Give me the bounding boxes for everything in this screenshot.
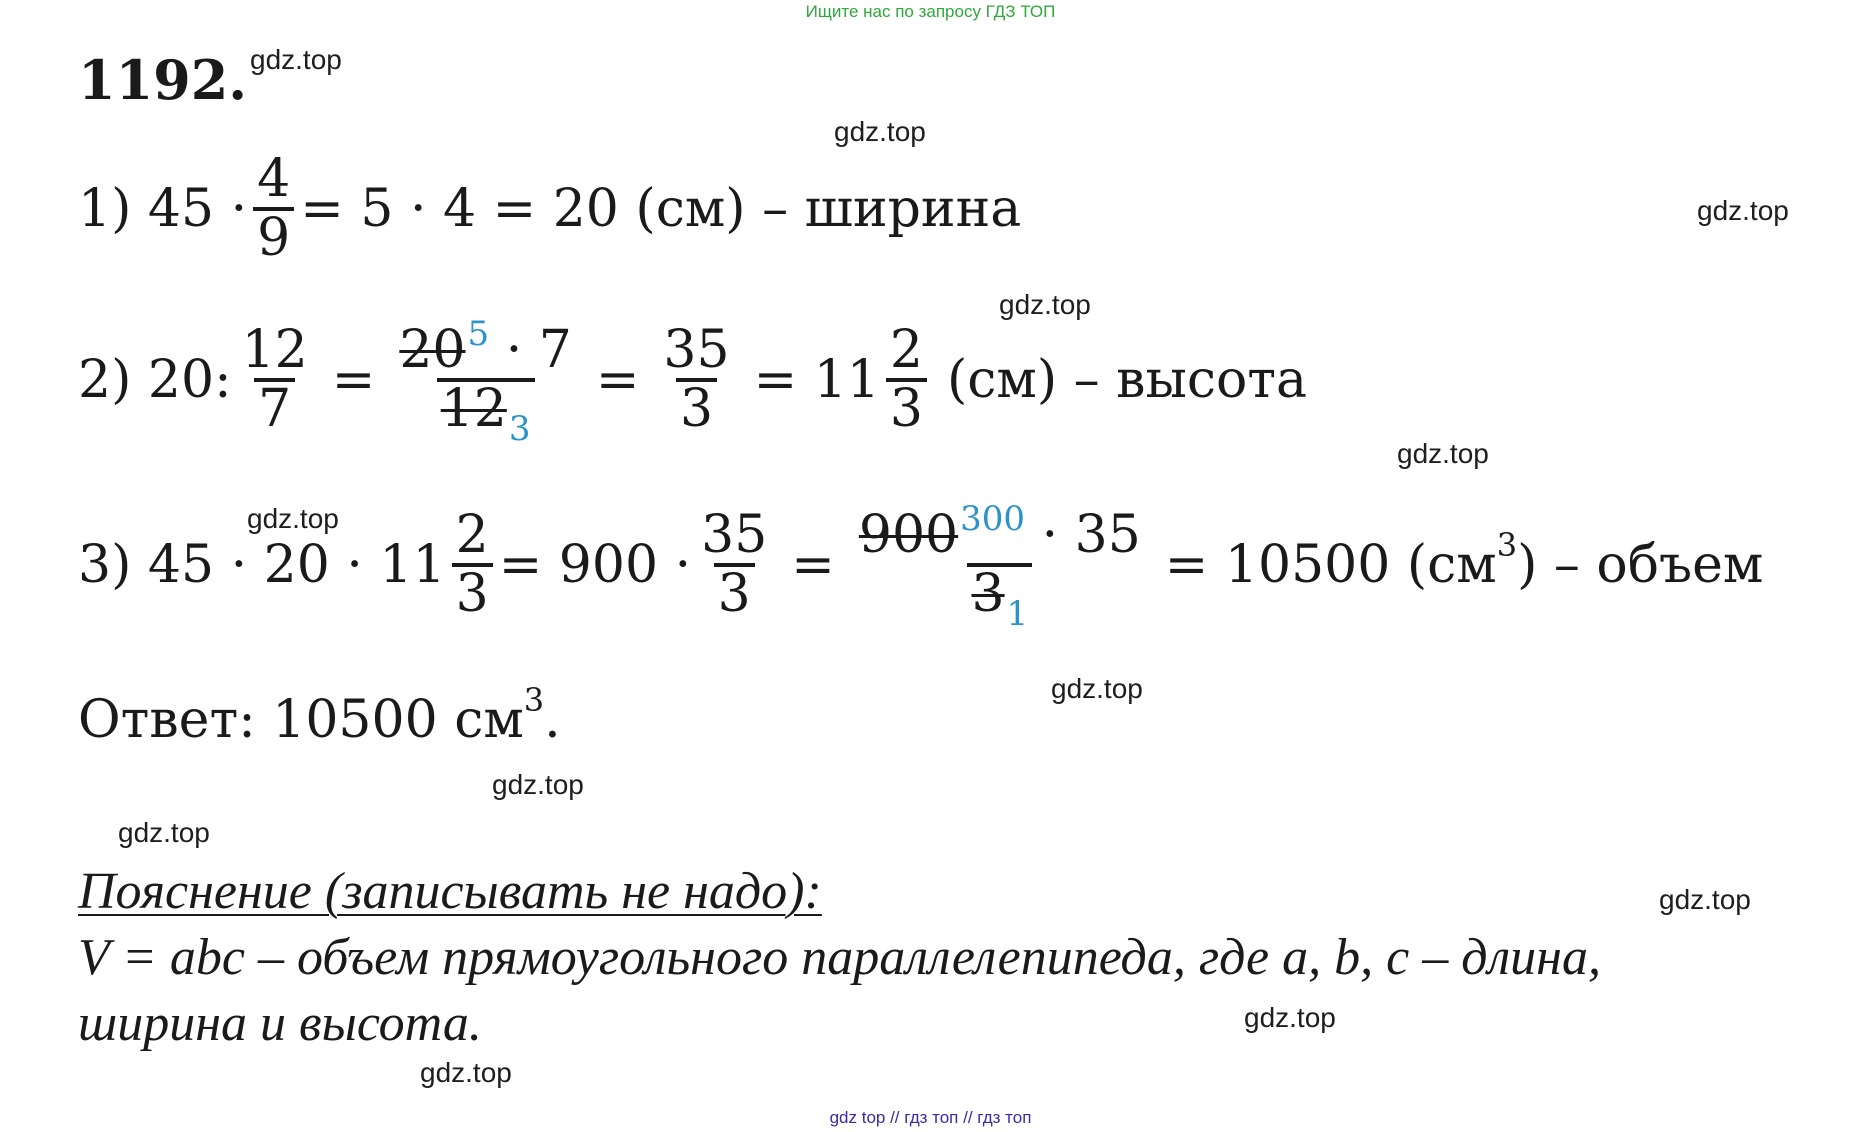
equals-sign: =: [791, 534, 835, 595]
fraction-denominator: 3: [714, 563, 755, 622]
step-1: [78, 149, 1022, 268]
watermark: gdz.top: [492, 769, 584, 800]
reduced-value: 3: [508, 408, 531, 449]
problem-number: 1192.: [78, 48, 248, 112]
fraction-numerator: 35: [701, 505, 768, 565]
reduced-value: 5: [467, 314, 490, 354]
fraction-denominator: [967, 563, 1032, 634]
fraction-numerator: 2: [889, 320, 923, 380]
step-3-result-tail: ) – объем: [1517, 534, 1764, 595]
explanation-line-1: V = abc – объем прямоугольного параллелепипеда, где a, b, c – длина,: [78, 929, 1601, 986]
explanation-line-2: ширина и высота.: [78, 995, 482, 1052]
top-banner: Ищите нас по запросу ГДЗ ТОП: [805, 2, 1056, 21]
fraction-denominator: 3: [676, 378, 717, 437]
fraction-numerator: [395, 314, 576, 380]
fraction-numerator: 4: [257, 149, 291, 209]
step-1-rest: = 5 · 4 = 20 (см) – ширина: [300, 178, 1022, 239]
exponent: 3: [1496, 525, 1518, 564]
watermark: gdz.top: [1697, 195, 1789, 226]
watermark: gdz.top: [1244, 1002, 1336, 1033]
watermark: gdz.top: [247, 503, 339, 534]
step-2-prefix: 2) 20:: [78, 349, 232, 410]
numerator-tail: · 7: [505, 320, 572, 380]
step-1-fraction: [253, 149, 294, 268]
step-2-fraction-1: [238, 320, 312, 439]
watermark: gdz.top: [118, 817, 210, 848]
explanation-heading: Пояснение (записывать не надо):: [78, 863, 822, 920]
fraction-numerator: 12: [241, 320, 308, 380]
footer: gdz top // гдз топ // гдз топ: [829, 1108, 1032, 1127]
equals-sign: =: [595, 349, 640, 410]
watermark: gdz.top: [1051, 673, 1143, 704]
answer-end: .: [544, 690, 561, 750]
step-2: [78, 314, 1308, 449]
watermark: gdz.top: [1659, 884, 1751, 915]
fraction-numerator: 2: [455, 505, 489, 565]
step-3-fraction-2: [697, 505, 771, 624]
step-3: [78, 499, 1764, 634]
step-3-prefix: 3) 45 · 20 · 11: [78, 534, 446, 595]
step-3-fraction-1: [452, 505, 493, 624]
step-2-rest: (см) – высота: [946, 349, 1308, 410]
mixed-whole: = 11: [753, 349, 880, 410]
answer: [78, 681, 561, 750]
struck-value: 12: [440, 378, 507, 439]
fraction-numerator: [855, 499, 1145, 565]
fraction-denominator: [437, 378, 535, 449]
step-3-mid: = 900 ·: [498, 534, 692, 595]
watermark: gdz.top: [420, 1057, 512, 1088]
exponent: 3: [523, 681, 545, 719]
struck-value: 900: [858, 505, 959, 565]
struck-value: 20: [399, 320, 466, 380]
watermark: gdz.top: [250, 44, 342, 75]
fraction-denominator: 3: [886, 378, 927, 437]
fraction-denominator: 7: [254, 378, 295, 437]
answer-text: Ответ: 10500 см: [78, 690, 524, 750]
watermark: gdz.top: [999, 289, 1091, 320]
fraction-denominator: 9: [253, 207, 294, 266]
fraction-numerator: 35: [663, 320, 730, 380]
numerator-tail: · 35: [1041, 505, 1141, 565]
watermark: gdz.top: [834, 116, 926, 147]
fraction-denominator: 3: [452, 563, 493, 622]
watermark: gdz.top: [1397, 438, 1489, 469]
reduced-value: 1: [1006, 593, 1029, 634]
step-2-fraction-3: [659, 320, 733, 439]
step-1-prefix: 1) 45 ·: [78, 178, 248, 239]
equals-sign: =: [331, 349, 376, 410]
step-2-fraction-2: [395, 314, 576, 449]
struck-value: 3: [971, 563, 1005, 624]
reduced-value: 300: [960, 499, 1026, 539]
step-3-fraction-3: [855, 499, 1145, 634]
step-2-fraction-4: [886, 320, 927, 439]
step-3-result: = 10500 (см: [1164, 534, 1497, 595]
